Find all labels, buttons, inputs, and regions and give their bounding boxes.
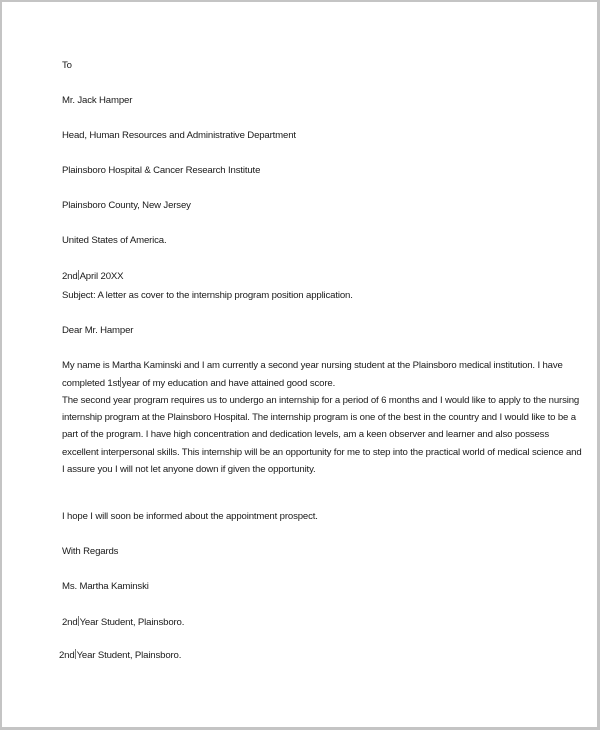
body-paragraph-2-line-2: internship program at the Plainsboro Hospital. The internship program is one of the best in the country and I would like to be a bbox=[62, 412, 576, 423]
p1-line2-end: year of my education and have attained good score. bbox=[121, 378, 336, 389]
closing-line: I hope I will soon be informed about the appointment prospect. bbox=[62, 511, 318, 522]
sender-title-1 bbox=[62, 616, 184, 629]
body-paragraph-2-line-5: I assure you I will not let anyone down if given the opportunity. bbox=[62, 464, 316, 475]
sender-title-2-year: 2nd bbox=[59, 650, 75, 661]
recipient-name: Mr. Jack Hamper bbox=[62, 95, 133, 106]
subject-line: Subject: A letter as cover to the internship program position application. bbox=[62, 290, 353, 301]
date-day: 2nd bbox=[62, 271, 78, 282]
to-label: To bbox=[62, 60, 72, 71]
sender-title-2 bbox=[59, 649, 181, 662]
sender-name: Ms. Martha Kaminski bbox=[62, 581, 149, 592]
body-paragraph-2-line-4: excellent interpersonal skills. This internship will be an opportunity for me to step into the practical world of medical science and bbox=[62, 447, 582, 458]
letter-date bbox=[62, 270, 123, 283]
greeting: Dear Mr. Hamper bbox=[62, 325, 134, 336]
sender-title-2-rest: Year Student, Plainsboro. bbox=[76, 650, 182, 661]
sender-title-1-rest: Year Student, Plainsboro. bbox=[79, 617, 185, 628]
body-paragraph-1-line-2 bbox=[62, 377, 335, 390]
sender-title-1-year: 2nd bbox=[62, 617, 78, 628]
recipient-county: Plainsboro County, New Jersey bbox=[62, 200, 191, 211]
body-paragraph-2-line-3: part of the program. I have high concentration and dedication levels, am a keen observer and learner and also possess bbox=[62, 429, 549, 440]
body-paragraph-1-line-1: My name is Martha Kaminski and I am currently a second year nursing student at the Plainsboro medical institution. I have bbox=[62, 360, 563, 371]
date-rest: April 20XX bbox=[79, 271, 124, 282]
recipient-organization: Plainsboro Hospital & Cancer Research Institute bbox=[62, 165, 261, 176]
recipient-country: United States of America. bbox=[62, 235, 167, 246]
recipient-title: Head, Human Resources and Administrative Department bbox=[62, 130, 296, 141]
p1-line2-start: completed 1st bbox=[62, 378, 120, 389]
body-paragraph-2-line-1: The second year program requires us to undergo an internship for a period of 6 months and I would like to apply to the nursing bbox=[62, 395, 580, 406]
sign-off: With Regards bbox=[62, 546, 119, 557]
